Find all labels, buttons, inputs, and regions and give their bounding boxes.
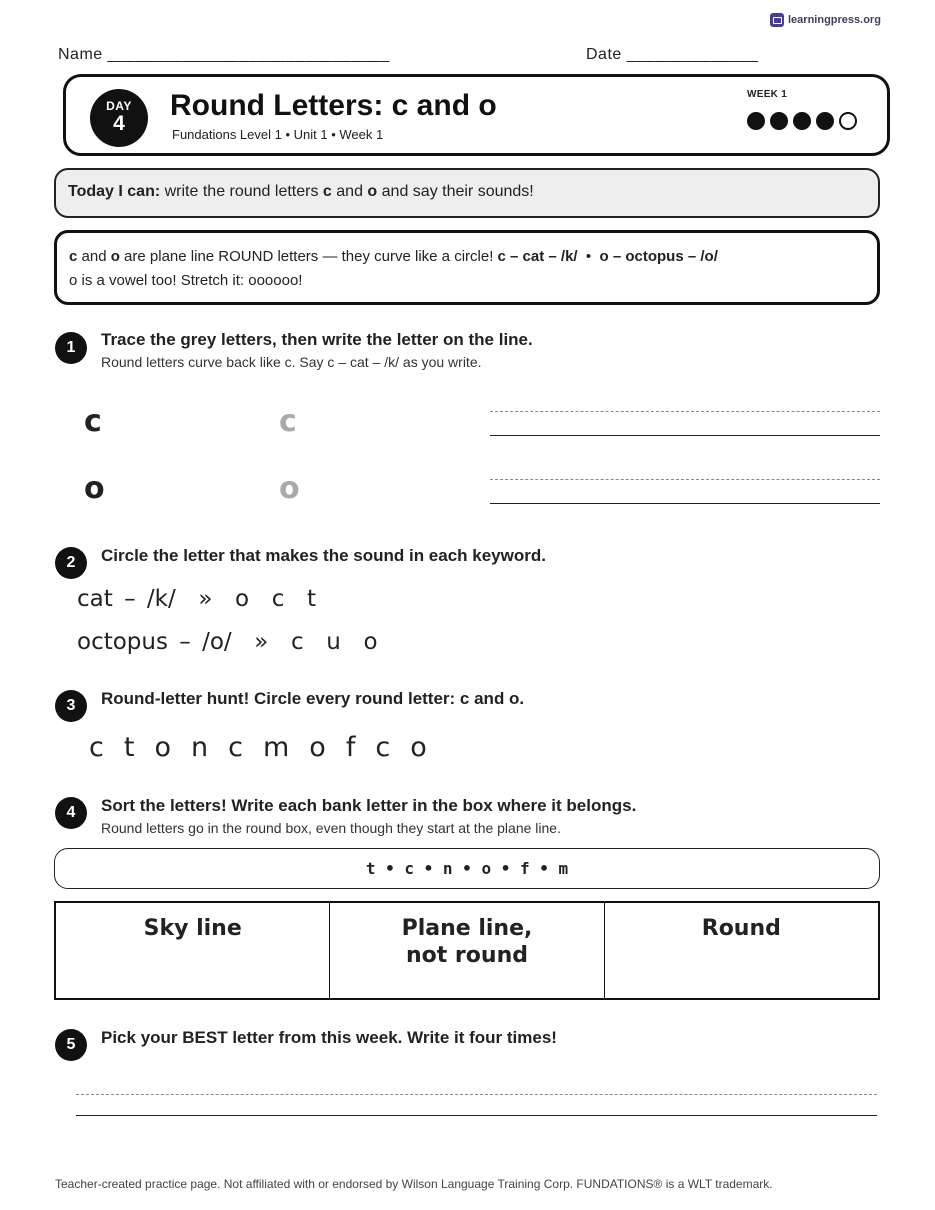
sort-header-plane-line-2: not round <box>405 943 528 968</box>
info-keyword-c: c – cat – /k/ <box>497 248 578 265</box>
question-2-number: 2 <box>55 547 87 579</box>
question-4-number: 4 <box>55 797 87 829</box>
logo-text: learningpress.org <box>788 14 881 26</box>
day-number: 4 <box>113 112 125 135</box>
model-letter-o: o <box>84 471 105 506</box>
writing-guide-dashed-2 <box>490 479 880 480</box>
page-subtitle: Fundations Level 1 • Unit 1 • Week 1 <box>172 127 384 142</box>
question-5-number: 5 <box>55 1029 87 1061</box>
hunt-letter[interactable]: o <box>309 732 326 763</box>
hunt-letter[interactable]: o <box>410 732 427 763</box>
letter-bank: t • c • n • o • f • m <box>54 848 880 889</box>
week-progress-dot <box>793 112 811 130</box>
week-progress-dot <box>770 112 788 130</box>
week-label: WEEK 1 <box>747 89 788 100</box>
info-keyword-o: o – octopus – /o/ <box>599 248 718 265</box>
question-3-title: Round-letter hunt! Circle every round letter: c and o. <box>101 689 525 708</box>
sort-header-sky-line: Sky line <box>143 916 242 941</box>
question-3-number: 3 <box>55 690 87 722</box>
name-field[interactable]: Name ______________________________ <box>58 46 390 63</box>
week-progress-dot <box>747 112 765 130</box>
info-and: and <box>77 248 111 265</box>
today-text-1: write the round letters <box>160 183 323 200</box>
hunt-letter[interactable]: c <box>89 732 104 763</box>
hunt-letter[interactable]: o <box>154 732 171 763</box>
hunt-letter[interactable]: c <box>228 732 243 763</box>
hunt-letter[interactable]: f <box>345 732 356 763</box>
info-o: o <box>110 248 120 265</box>
day-badge <box>90 89 148 147</box>
writing-baseline-2[interactable] <box>490 503 880 504</box>
today-i-can-box <box>54 168 880 218</box>
writing-baseline-1[interactable] <box>490 435 880 436</box>
hunt-letter[interactable]: c <box>375 732 391 763</box>
book-icon <box>770 13 784 27</box>
question-5-title: Pick your BEST letter from this week. Write it four times! <box>101 1028 557 1047</box>
page-title: Round Letters: c and o <box>170 89 497 122</box>
today-text-3: and say their sounds! <box>377 183 534 200</box>
question-1-number: 1 <box>55 332 87 364</box>
writing-guide-dashed-1 <box>490 411 880 412</box>
week-progress-dot <box>839 112 857 130</box>
today-letter-o: o <box>367 183 378 200</box>
question-1-subtitle: Round letters curve back like c. Say c – cat – /k/ as you write. <box>101 354 482 370</box>
week-progress-dot <box>816 112 834 130</box>
info-separator: • <box>577 248 600 265</box>
date-field[interactable]: Date ______________ <box>586 46 759 63</box>
title-card <box>63 74 890 156</box>
footer-disclaimer: Teacher-created practice page. Not affiliated with or endorsed by Wilson Language Training Corp. FUNDATIONS® is a WLT trademark. <box>55 1177 773 1191</box>
sort-box-plane-line[interactable] <box>330 903 604 998</box>
sort-header-plane-line-1: Plane line, <box>401 916 533 941</box>
question-1-title: Trace the grey letters, then write the letter on the line. <box>101 330 533 349</box>
question-4-subtitle: Round letters go in the round box, even though they start at the plane line. <box>101 820 561 836</box>
week-progress-dots <box>747 112 857 130</box>
question-4-title: Sort the letters! Write each bank letter in the box where it belongs. <box>101 796 637 815</box>
hunt-letter[interactable]: t <box>123 732 135 763</box>
site-logo <box>770 13 881 27</box>
sort-table <box>54 901 880 1000</box>
info-box <box>54 230 880 305</box>
hunt-letter[interactable]: m <box>262 732 290 763</box>
info-c: c <box>69 248 78 265</box>
today-text-2: and <box>331 183 368 200</box>
day-label: DAY <box>106 99 132 113</box>
trace-letter-c[interactable]: c <box>279 404 297 439</box>
today-letter-c: c <box>322 183 332 200</box>
info-line-1 <box>69 245 865 269</box>
today-lead: Today I can: <box>68 183 161 200</box>
question-2-title: Circle the letter that makes the sound in each keyword. <box>101 546 546 565</box>
writing-baseline-5[interactable] <box>76 1115 877 1116</box>
keyword-line-octopus[interactable]: octopus – /o/ » c u o <box>77 629 378 655</box>
writing-guide-dashed-5 <box>76 1094 877 1095</box>
info-rest: are plane line ROUND letters — they curve like a circle! <box>119 248 498 265</box>
info-line-2: o is a vowel too! Stretch it: oooooo! <box>69 272 303 289</box>
sort-header-round: Round <box>701 916 781 941</box>
sort-box-round[interactable] <box>605 903 878 998</box>
keyword-line-cat[interactable]: cat – /k/ » o c t <box>77 586 316 612</box>
letter-hunt-row <box>89 732 427 763</box>
hunt-letter[interactable]: n <box>190 732 209 763</box>
sort-box-sky-line[interactable] <box>56 903 330 998</box>
model-letter-c: c <box>84 404 102 439</box>
trace-letter-o[interactable]: o <box>279 471 300 506</box>
